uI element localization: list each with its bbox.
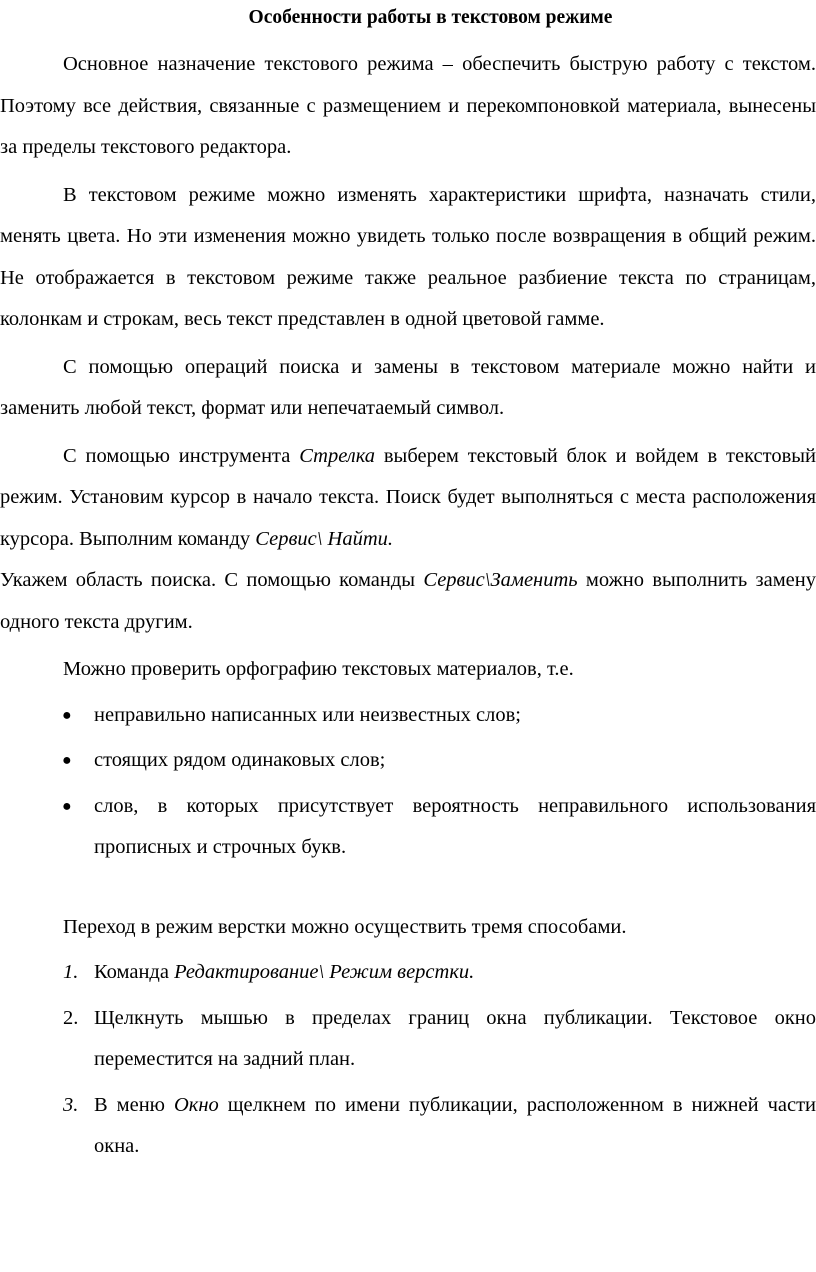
bullet-icon: ● [62, 752, 72, 769]
list-item-text: слов, в которых присутствует вероятность неправильного использования прописных и строчных букв. [94, 794, 816, 858]
italic-term-edit-layout: Редактирование\ Режим верстки. [174, 961, 475, 983]
list-item [0, 740, 816, 782]
text-run: С помощью инструмента [63, 444, 300, 467]
italic-term-replace: Сервис\Заменить [423, 569, 578, 591]
paragraph-search-replace: С помощью операций поиска и замены в текстовом материале можно найти и заменить любой текст, формат или непечатаемый символ. [0, 355, 816, 419]
paragraph-layout-mode: Переход в режим верстки можно осуществить тремя способами. [63, 915, 627, 938]
paragraph-text-mode: В текстовом режиме можно изменять характеристики шрифта, назначать стили, менять цвета. Но эти изменения можно увидеть только после возвращения в общий режим. Не отображается в текстовом режиме также реальное разбиение текста по страницам, колонкам и строкам, весь текст представлен в одной цветовой гамме. [0, 183, 816, 330]
paragraph-search-area [0, 560, 816, 643]
list-item [0, 695, 816, 737]
list-item-text: неправильно написанных или неизвестных слов; [94, 703, 521, 726]
italic-term-arrow: Стрелка [299, 444, 376, 467]
paragraph-purpose: Основное назначение текстового режима – обеспечить быструю работу с текстом. Поэтому все действия, связанные с размещением и перекомпоновкой материала, вынесены за пределы текстового редактора. [0, 53, 816, 158]
list-number: 2. [63, 1006, 79, 1029]
list-number: 3. [63, 1093, 79, 1116]
text-run: Укажем область поиска. С помощью команды [0, 569, 424, 591]
paragraph-arrow-tool [0, 436, 816, 561]
document-title: Особенности работы в текстовом режиме [248, 7, 613, 28]
list-item [0, 786, 816, 869]
text-run: выберем текстовый блок и войдем в текстовый режим. Установим курсор в начало текста. Поиск будет выполняться с места расположения курсора. Выполним команду [0, 444, 816, 550]
bullet-icon: ● [62, 706, 72, 724]
paragraph-spellcheck: Можно проверить орфографию текстовых материалов, т.е. [63, 658, 574, 680]
bullet-list [0, 695, 816, 869]
numbered-list [0, 952, 816, 1168]
bullet-icon: ● [62, 797, 72, 815]
italic-term-window: Окно [173, 1093, 219, 1116]
text-run: щелкнем по имени публикации, расположенном в нижней части окна. [94, 1093, 816, 1157]
list-number: 1. [63, 961, 79, 983]
list-item [0, 1085, 816, 1168]
list-item [0, 998, 816, 1081]
italic-term-find: Сервис\ Найти. [255, 527, 393, 550]
list-item-text: стоящих рядом одинаковых слов; [94, 749, 386, 771]
text-run: можно выполнить замену одного текста другим. [0, 569, 816, 633]
text-run: Команда [94, 961, 175, 983]
text-run: В меню [94, 1093, 174, 1116]
text-run: Щелкнуть мышью в пределах границ окна публикации. Текстовое окно переместится на задний план. [94, 1006, 816, 1070]
list-item [0, 952, 816, 994]
